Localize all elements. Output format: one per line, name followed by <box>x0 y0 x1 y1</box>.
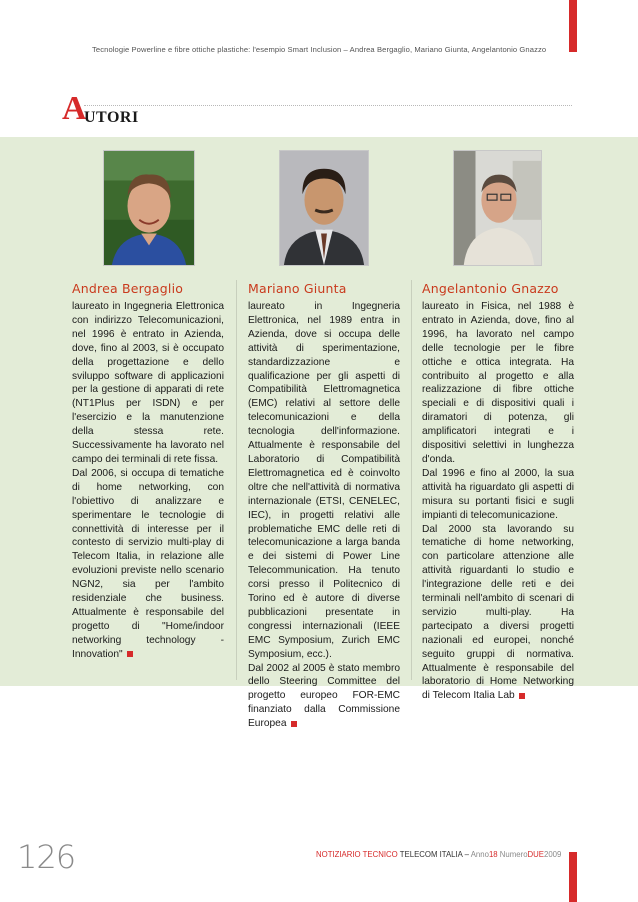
author-bio <box>248 300 400 731</box>
bio-paragraph: Dal 2000 sta lavorando su tematiche di home networking, con particolare attenzione alle attività riguardanti lo studio e l'integrazione delle reti e dei terminali nell'ambito di scenari di servizio multi-play. Ha partecipato a diversi progetti nazionali ed europei, nonché seguito gruppi di normativa. Attualmente è responsabile del laboratorio di Home Networking di Telecom Italia Lab <box>422 523 574 702</box>
author-bio <box>422 300 574 703</box>
author-name: Andrea Bergaglio <box>72 281 184 296</box>
section-title-rest: UTORI <box>84 109 139 126</box>
bio-paragraph: Dal 2006, si occupa di tematiche di home networking, con l'obiettivo di analizzare e sperimentare le tecnologie di connettività di interesse per il contesto di servizio multi-play di Telecom Italia, in relazione alle evoluzioni previste nello scenario NGN2, sia per l'ambito residenziale che business. Attualmente è responsabile del progetto di "Home/indoor networking technology - Innovation" <box>72 467 224 660</box>
numero-value: DUE <box>527 850 544 859</box>
column-divider <box>236 280 237 680</box>
column-divider <box>411 280 412 680</box>
end-of-article-mark <box>291 721 297 727</box>
author-name: Mariano Giunta <box>248 281 347 296</box>
end-of-article-mark <box>127 651 133 657</box>
author-column-bergaglio <box>72 280 224 662</box>
numero-label: Numero <box>499 850 528 859</box>
journal-name-black: TELECOM ITALIA <box>399 850 463 859</box>
author-name: Angelantonio Gnazzo <box>422 281 559 296</box>
section-rule <box>84 105 572 106</box>
journal-footer <box>316 850 561 859</box>
author-column-giunta <box>248 280 400 731</box>
end-of-article-mark <box>519 693 525 699</box>
author-bio <box>72 300 224 662</box>
bio-paragraph: laureato in Fisica, nel 1988 è entrato in Azienda, dove, fino al 1996, ha lavorato nel campo delle tecnologie per le fibre ottiche e ottica integrata. Ha contribuito al progetto e alla realizzazione di fibre ottiche speciali e di dispositivi quali i diramatori di potenza, gli amplificatori integrati e i dispositivi selettivi in lunghezza d'onda. <box>422 301 574 465</box>
section-title <box>62 92 574 132</box>
bio-paragraph: laureato in Ingegneria Elettronica, nel 1989 entra in Azienda, dove si occupa delle attività di sperimentazione, standardizzazione e qualificazione per gli aspetti di Compatibilità Elettromagnetica (EMC) relativi al settore delle telecomunicazioni e della tecnologia dell'informazione. Attualmente è responsabile del Laboratorio di Compatibilità Elettromagnetica ed è coinvolto oltre che nell'attività di normativa internazionale (ETSI, CENELEC, IEC), in progetti relativi alle problematiche EMC delle reti di telecomunicazione a larga banda e dei sistemi di Power Line Telecommunication. Ha tenuto corsi presso il Politecnico di Torino ed è autore di diverse pubblicazioni presentate in congressi internazionali (IEEE EMC Symposium, Zurich EMC Symposium, ecc.). <box>248 301 400 660</box>
page-number: 126 <box>17 838 76 876</box>
author-photo-bergaglio <box>103 150 195 266</box>
anno-value: 18 <box>488 850 498 859</box>
bottom-red-bar <box>569 852 577 902</box>
bio-paragraph: Dal 2002 al 2005 è stato membro dello Steering Committee del progetto europeo FOR-EMC finanziato dalla Commissione Europea <box>248 662 400 730</box>
running-header: Tecnologie Powerline e fibre ottiche plastiche: l'esempio Smart Inclusion – Andrea Bergaglio, Mariano Giunta, Angelantonio Gnazzo <box>92 45 547 54</box>
author-photo-giunta <box>279 150 369 266</box>
year: 2009 <box>544 850 562 859</box>
footer-dash: – <box>464 850 469 859</box>
journal-name-red: NOTIZIARIO TECNICO <box>316 850 398 859</box>
bio-paragraph: laureato in Ingegneria Elettronica con indirizzo Telecomunicazioni, nel 1996 è entrato in Azienda, dove, fino al 2003, si è occupato della progettazione e dello sviluppo software di applicazioni per la gestione di apparati di rete (NT1Plus per ISDN) e per l'esercizio e la manutenzione della stessa rete. Successivamente ha lavorato nel campo dei terminali di rete fissa. <box>72 301 224 465</box>
section-title-initial: A <box>62 90 87 127</box>
anno-label: Anno <box>470 850 489 859</box>
top-red-bar <box>569 0 577 52</box>
bio-paragraph: Dal 1996 e fino al 2000, la sua attività ha riguardato gli aspetti di misura su portanti fisici e sugli impianti di telecomunicazione. <box>422 467 574 521</box>
author-photo-gnazzo <box>453 150 542 266</box>
author-column-gnazzo <box>422 280 574 703</box>
